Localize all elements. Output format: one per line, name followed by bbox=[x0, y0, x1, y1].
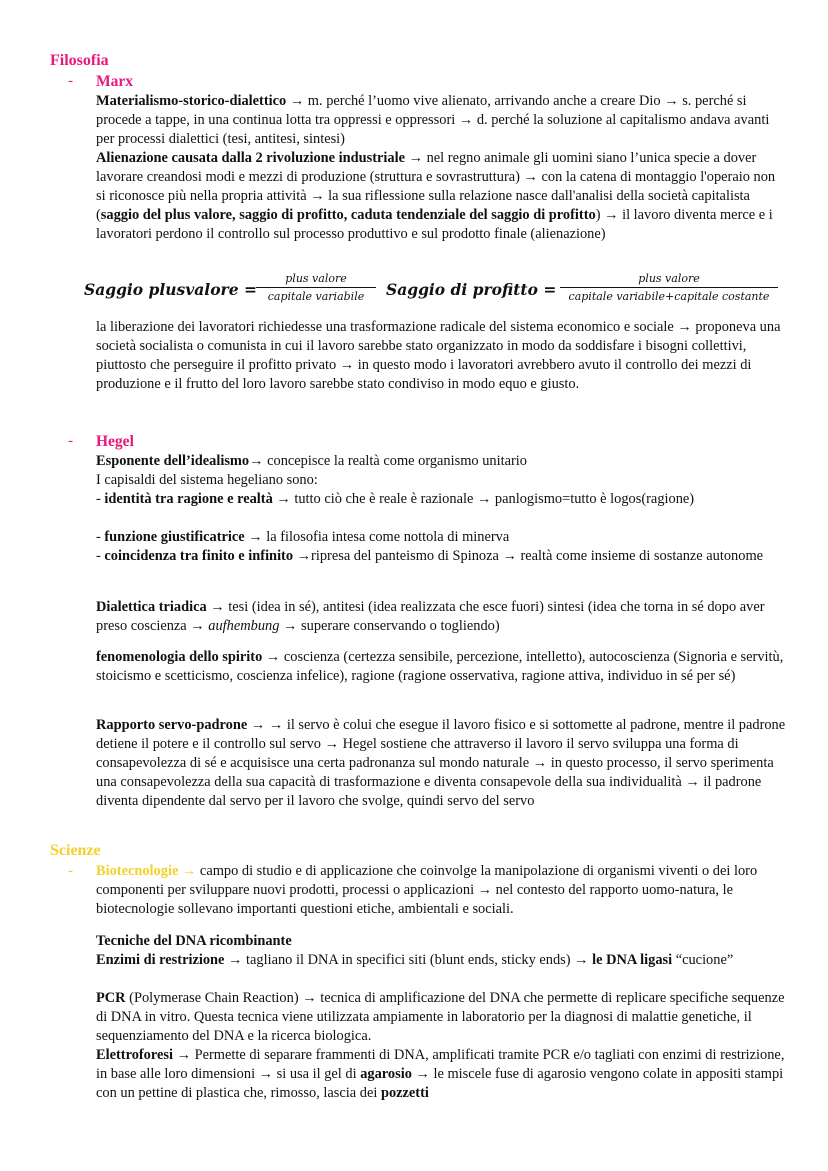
formula-row bbox=[84, 272, 784, 312]
subsection-title-hegel: Hegel bbox=[96, 433, 134, 450]
bullet-dash: - bbox=[68, 73, 73, 89]
term-identita: identità tra ragione e realtà bbox=[104, 491, 273, 507]
text-servo-padrone: → → il servo è colui che esegue il lavoro fisico e si sottomette al padrone, mentre il padrone detiene il potere e il controllo sul servo → Hegel sostiene che attraverso il lavoro il servo sviluppa una forma di consapevolezza di sé e acquisisce una certa padronanza sul mondo naturale → in questo processo, il servo sperimenta una consapevolezza della sua capacità di trasformazione e diventa consapevole della sua individualità → il padrone diventa dipendente dal servo per il lavoro che svolge, quindi servo del servo bbox=[96, 717, 786, 809]
section-title-scienze: Scienze bbox=[50, 842, 101, 859]
formula-profitto-fraction bbox=[560, 272, 778, 303]
text-identita: → tutto ciò che è reale è razionale → panlogismo=tutto è logos(ragione) bbox=[272, 491, 695, 507]
paragraph-enzimi bbox=[96, 951, 786, 970]
term-aufhembung: aufhembung bbox=[208, 618, 280, 634]
bullet-dash: - bbox=[68, 433, 73, 449]
heading-dna-ricombinante bbox=[96, 932, 786, 951]
paragraph-servo-padrone bbox=[96, 716, 786, 811]
text-coincidenza: →ripresa del panteismo di Spinoza → realtà come insieme di sostanze autonome bbox=[293, 548, 764, 564]
term-dialettica: Dialettica triadica bbox=[96, 599, 207, 615]
paragraph-capisaldi: I capisaldi del sistema hegeliano sono: bbox=[96, 472, 318, 488]
paragraph-biotecnologie bbox=[96, 862, 786, 919]
text-alienazione-tail: ) → il lavoro diventa merce e i lavoratori perdono il controllo sul processo produttivo e sul prodotto finale (alienazione) bbox=[96, 207, 773, 242]
paragraph-elettroforesi bbox=[96, 1046, 786, 1103]
text-biotecnologie: campo di studio e di applicazione che coinvolge la manipolazione di organismi viventi o dei loro componenti per sviluppare nuovi prodotti, processi o applicazioni → nel contesto del rapporto uomo-natura, le biotecnologie sollevano importanti questioni etiche, ambientali e sociali. bbox=[96, 863, 758, 917]
text-materialismo: → m. perché l’uomo vive alienato, arrivando anche a creare Dio → s. perché si procede a tappe, in una continua lotta tra oppressi e oppressori → d. perché la soluzione al capitalismo andava avanti per processi dialettici (tesi, antitesi, sintesi) bbox=[96, 93, 770, 147]
list-dash: - bbox=[96, 529, 105, 545]
bullet-dash: - bbox=[68, 863, 73, 879]
formula-plusvalore-numerator: plus valore bbox=[256, 272, 376, 288]
term-enzimi: Enzimi di restrizione bbox=[96, 952, 225, 968]
paragraph-fenomenologia bbox=[96, 648, 786, 686]
term-servo-padrone: Rapporto servo-padrone bbox=[96, 717, 248, 733]
list-dash: - bbox=[96, 548, 105, 564]
term-saggio: saggio del plus valore, saggio di profitto, caduta tendenziale del saggio di profitto bbox=[100, 207, 596, 223]
term-biotecnologie: Biotecnologie → bbox=[96, 863, 197, 879]
term-elettroforesi: Elettroforesi → bbox=[96, 1047, 191, 1063]
term-dna-ricombinante: Tecniche del DNA ricombinante bbox=[96, 933, 292, 949]
list-item-coincidenza bbox=[96, 547, 786, 566]
list-item-identita bbox=[96, 490, 786, 509]
term-pcr: PCR bbox=[96, 990, 126, 1006]
term-idealismo: Esponente dell’idealismo bbox=[96, 453, 250, 469]
text-funzione: → la filosofia intesa come nottola di minerva bbox=[244, 529, 510, 545]
term-alienazione: Alienazione causata dalla 2 rivoluzione industriale bbox=[96, 150, 406, 166]
formula-plusvalore-label: Saggio plusvalore = bbox=[84, 280, 257, 299]
text-elettroforesi-2: → le miscele fuse di agarosio vengono colate in appositi stampi con un pettine di plastica che, rimosso, lascia dei bbox=[96, 1066, 784, 1101]
formula-profitto-numerator: plus valore bbox=[560, 272, 778, 288]
formula-profitto-label: Saggio di profitto = bbox=[386, 280, 557, 299]
section-title-filosofia: Filosofia bbox=[50, 52, 109, 69]
text-dialettica-tail: → superare conservando o togliendo) bbox=[279, 618, 500, 634]
term-ligasi: → le DNA ligasi bbox=[574, 952, 673, 968]
list-dash: - bbox=[96, 491, 105, 507]
paragraph-idealismo bbox=[96, 452, 786, 471]
text-elettroforesi: Permette di separare frammenti di DNA, amplificati tramite PCR e/o tagliati con enzimi di restrizione, in base alle loro dimensioni → si usa il gel di bbox=[96, 1047, 785, 1082]
term-materialismo: Materialismo-storico-dialettico bbox=[96, 93, 287, 109]
formula-plusvalore-denominator: capitale variabile bbox=[267, 290, 365, 303]
term-agarosio: agarosio bbox=[360, 1066, 412, 1082]
subsection-title-marx: Marx bbox=[96, 73, 134, 90]
text-enzimi: → tagliano il DNA in specifici siti (blunt ends, sticky ends) bbox=[224, 952, 575, 968]
term-coincidenza: coincidenza tra finito e infinito bbox=[104, 548, 294, 564]
list-item-funzione bbox=[96, 528, 786, 547]
text-dialettica: → tesi (idea in sé), antitesi (idea realizzata che esce fuori) sintesi (idea che torna in sé dopo aver preso coscienza → bbox=[96, 599, 765, 634]
term-pozzetti: pozzetti bbox=[380, 1085, 429, 1101]
text-cucione: “cucione” bbox=[672, 952, 734, 968]
paragraph-alienazione bbox=[96, 149, 786, 244]
text-alienazione: → nel regno animale gli uomini siano l’unica specie a dover lavorare creandosi modi e mezzi di produzione (struttura e sovrastruttura) → con la catena di montaggio l'operaio non si riconosce più nella propria attività → la sua riflessione sulla relazione nasce dall'analisi della società capitalista ( bbox=[96, 150, 776, 223]
paragraph-pcr bbox=[96, 989, 786, 1046]
term-funzione: funzione giustificatrice bbox=[104, 529, 245, 545]
text-idealismo: → concepisce la realtà come organismo unitario bbox=[249, 453, 527, 469]
paragraph-materialismo bbox=[96, 92, 786, 149]
text-fenomenologia: → coscienza (certezza sensibile, percezione, intelletto), autocoscienza (Signoria e servitù, stoicismo e scetticismo, coscienza infelice), ragione (ragione osservativa, ragione attiva, individuo in sé per sé) bbox=[96, 649, 784, 684]
paragraph-dialettica bbox=[96, 598, 786, 636]
term-fenomenologia: fenomenologia dello spirito bbox=[96, 649, 263, 665]
text-pcr: (Polymerase Chain Reaction) → tecnica di amplificazione del DNA che permette di replicare specifiche sequenze di DNA in vitro. Questa tecnica viene utilizzata ampiamente in laboratorio per la diagnosi di malattie genetiche, il sequenziamento del DNA e la ricerca biologica. bbox=[96, 990, 785, 1044]
paragraph-liberazione: la liberazione dei lavoratori richiedesse una trasformazione radicale del sistema economico e sociale → proponeva una società socialista o comunista in cui il lavoro sarebbe stato organizzato in modo da soddisfare i bisogni collettivi, piuttosto che perseguire il profitto privato → in questo modo i lavoratori avrebbero avuto il controllo dei mezzi di produzione e il frutto del loro lavoro sarebbe stato condiviso in modo equo e giusto. bbox=[96, 319, 781, 392]
formula-plusvalore-fraction bbox=[256, 272, 376, 303]
formula-profitto-denominator: capitale variabile+capitale costante bbox=[568, 290, 770, 303]
